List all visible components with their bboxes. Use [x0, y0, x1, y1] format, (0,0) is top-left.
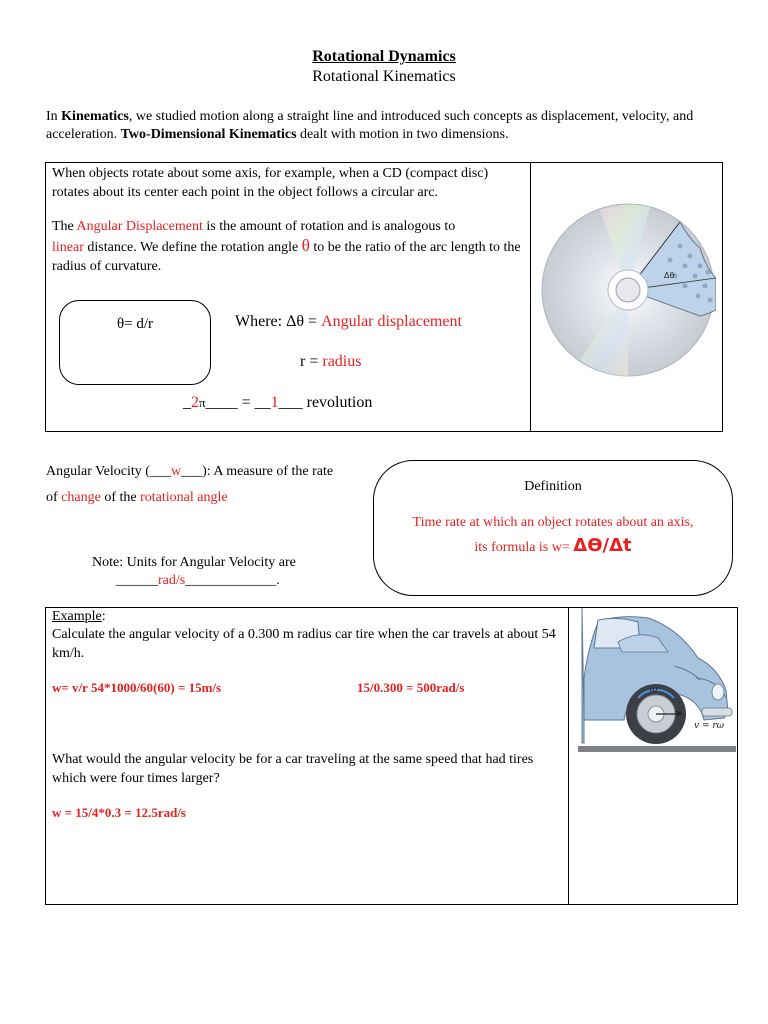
- example-question1: Calculate the angular velocity of a 0.300 m radius car tire when the car travels at about 54 km/h.: [52, 627, 556, 661]
- example-label: Example: [52, 609, 102, 624]
- rev-blank-b: ____ = __: [205, 394, 271, 411]
- definition-formula-prefix: its formula is w=: [474, 540, 574, 555]
- units-value: rad/s: [158, 573, 186, 588]
- rev-two: 2: [191, 394, 199, 411]
- units-note-line1: Note: Units for Angular Velocity are: [92, 555, 296, 570]
- cd-angle-label: Δθ: [664, 271, 675, 280]
- example-answer1b: 15/0.300 = 500rad/s: [357, 680, 465, 695]
- car-v-label: v: [676, 709, 682, 719]
- where-label: Where: Δθ =: [235, 313, 322, 330]
- car-vr-label: v = rω: [694, 721, 724, 731]
- p2b-text: distance. We define the rotation angle: [83, 240, 302, 255]
- intro-kinematics: Kinematics: [61, 109, 129, 124]
- intro-part1: , we studied motion along a straight line and introduced such concepts as displacement, velocity, and acceleration.: [46, 109, 694, 142]
- definition-title: Definition: [524, 479, 582, 494]
- angular-displacement-term: Angular Displacement: [76, 219, 203, 234]
- rotational-angle-term: rotational angle: [140, 490, 228, 505]
- rev-blank-a: _: [183, 394, 191, 411]
- intro-paragraph: [46, 108, 736, 144]
- where-line: [235, 313, 462, 331]
- intro-part2: dealt with motion in two dimensions.: [296, 127, 509, 142]
- change-term: change: [61, 490, 101, 505]
- example-answer2: w = 15/4*0.3 = 12.5rad/s: [52, 805, 186, 820]
- av-w: w: [170, 464, 182, 479]
- example-question2: What would the angular velocity be for a car traveling at the same speed that had tires which were four times larger?: [52, 752, 534, 786]
- p2c-text: to be the ratio of the arc length to the radius of curvature.: [52, 240, 521, 274]
- of-the-text: of the: [100, 490, 141, 505]
- angular-displacement-paragraph: [52, 217, 527, 276]
- angular-velocity-intro: [46, 459, 333, 511]
- av-a: Angular Velocity (___: [46, 464, 171, 479]
- rev-one: 1: [270, 394, 279, 411]
- intro-two-dim: Two-Dimensional Kinematics: [120, 127, 297, 142]
- the-text: The: [52, 219, 77, 234]
- rev-blank-c: ___ revolution: [278, 394, 373, 411]
- intro-in: In: [46, 109, 62, 124]
- cd-paragraph: When objects rotate about some axis, for example, when a CD (compact disc) rotates about its center each point in the object follows a circular arc.: [52, 166, 489, 200]
- p2a-text: is the amount of rotation and is analogous to: [202, 219, 456, 234]
- r-value: radius: [322, 353, 362, 370]
- where-value: Angular displacement: [321, 313, 462, 330]
- box3-divider: [568, 607, 569, 904]
- example-answer1a: w= v/r 54*1000/60(60) = 15m/s: [52, 680, 222, 695]
- car-illustration: [578, 608, 736, 756]
- units-blank-a: ______: [116, 573, 158, 588]
- radius-line: [300, 353, 361, 371]
- example-colon: :: [101, 609, 106, 624]
- of-text: of: [46, 490, 62, 505]
- definition-line2: [373, 535, 733, 556]
- example-heading: [52, 607, 106, 626]
- r-label: r =: [300, 353, 323, 370]
- cd-illustration: [540, 200, 716, 380]
- av-b: ___): A measure of the rate: [181, 464, 334, 479]
- car-omega-label: ω: [650, 685, 658, 695]
- units-blank-b: _____________.: [185, 573, 280, 588]
- definition-line1: Time rate at which an object rotates about an axis,: [412, 515, 694, 530]
- rev-pi: π: [199, 395, 206, 410]
- box1-divider: [530, 162, 531, 432]
- title-text: Rotational Dynamics: [312, 48, 456, 65]
- definition-formula: ΔѲ/Δt: [573, 535, 632, 556]
- revolution-line: [183, 394, 372, 412]
- theta-symbol: θ: [301, 236, 310, 255]
- formula-box: [59, 300, 211, 385]
- formula-text: θ= d/r: [116, 316, 154, 332]
- linear-term: linear: [52, 240, 84, 255]
- page-subtitle: Rotational Kinematics: [312, 68, 456, 85]
- units-note-line2: [116, 573, 280, 589]
- page-title: [0, 48, 768, 66]
